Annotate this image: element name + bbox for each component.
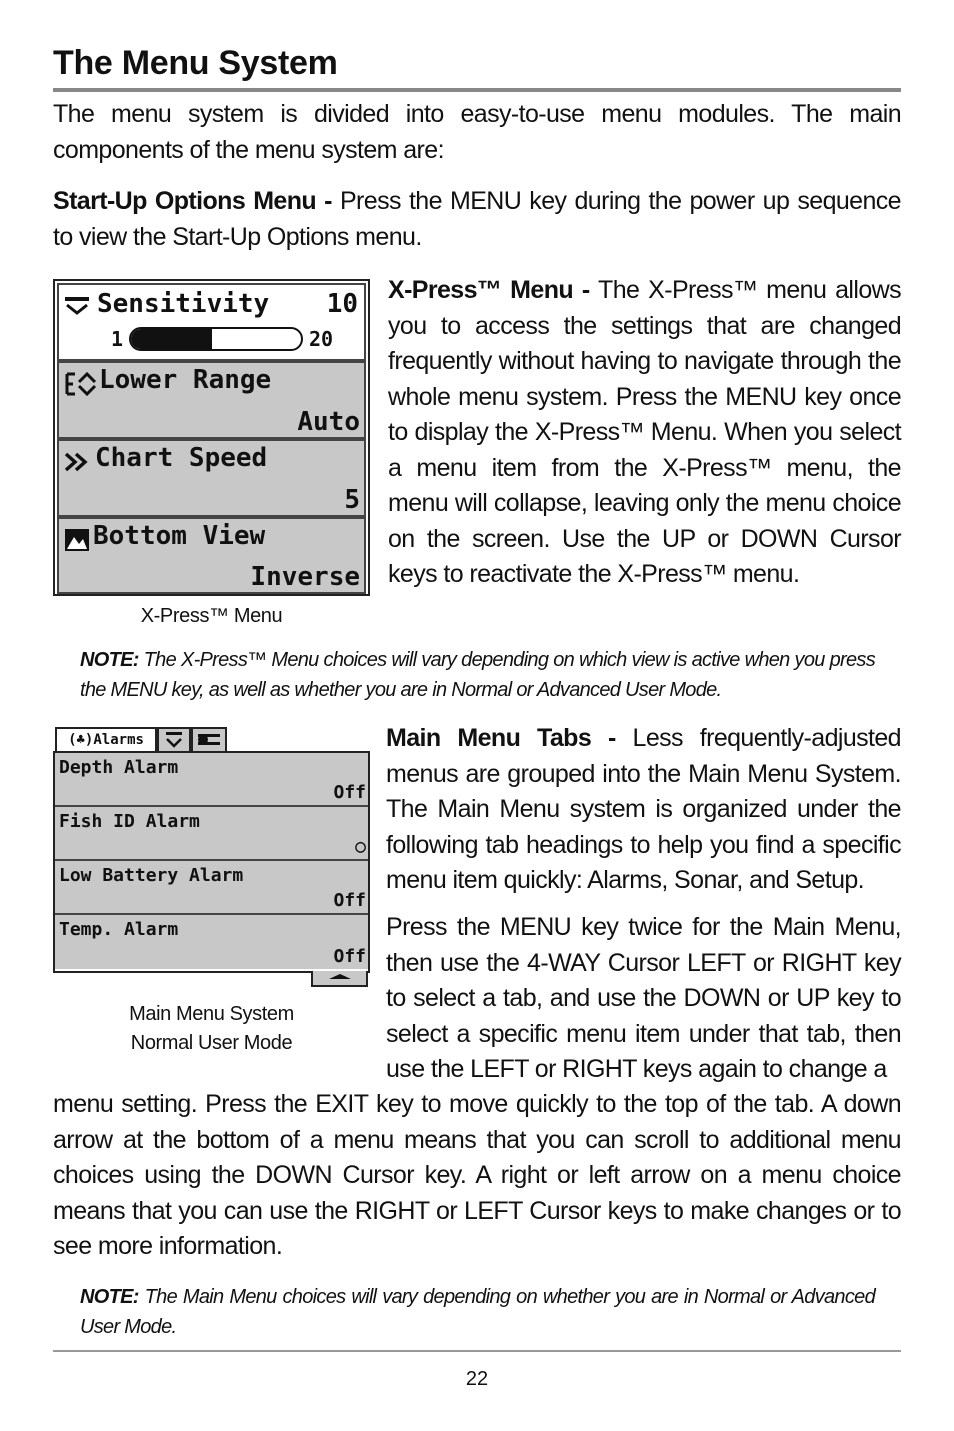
main-menu-paragraph [386,721,901,899]
note-main-menu [80,1282,875,1342]
sensitivity-slider-fill [131,329,212,349]
xpress-text: The X-Press™ menu allows you to access the settings that are changed frequently without having to navigate through the whole menu system. Press the MENU key once to display the X-Press™ Menu. When you select a menu item from the X-Press™ menu, the menu will collapse, leaving only the menu choice on the screen. Use the UP or DOWN Cursor keys to reactivate the X-Press™ menu. [388,276,901,588]
sensitivity-max: 20 [309,327,334,351]
press-paragraph-column: Press the MENU key twice for the Main Menu, then use the 4-WAY Cursor LEFT or RIGHT key to select a tab, and use the DOWN or UP key to select a specific menu item under that tab, then use the LEFT or RIGHT keys again to change a [386,913,901,1083]
menu-row-fish-id-alarm[interactable] [55,807,368,861]
startup-paragraph [53,184,901,255]
lower-range-value: Auto [297,407,360,437]
bottom-view-label: Bottom View [93,521,266,551]
startup-heading: Start-Up Options Menu - [53,187,332,215]
xpress-heading: X-Press™ Menu - [388,276,590,304]
tab-sonar[interactable] [157,727,191,751]
note-main-menu-label: NOTE: [80,1286,139,1308]
chart-speed-label: Chart Speed [95,443,268,473]
setup-wrench-icon [196,731,222,749]
xpress-paragraph [388,273,901,593]
bottom-view-icon [63,527,91,553]
scroll-arrow-icon [325,971,355,981]
fish-id-alarm-value: ○ [355,836,366,857]
main-menu-list [53,751,370,973]
footer-rule [53,1350,901,1352]
fish-id-alarm-label: Fish ID Alarm [59,811,200,832]
page-title: The Menu System [53,44,338,82]
main-menu-text: Less frequently-adjusted menus are grouped into the Main Menu System. The Main Menu system is organized under the following tab headings to help you find a specific menu item quickly: Alarms, Sonar, and Setup. [386,724,901,894]
sonar-icon [164,731,184,749]
tab-alarms-label: Alarms [93,732,144,748]
main-menu-caption-line1: Main Menu System [129,1003,294,1025]
xpress-caption: X-Press™ Menu [140,605,283,627]
temp-alarm-value: Off [333,946,366,967]
chart-speed-value: 5 [344,485,360,515]
lower-range-label: Lower Range [99,365,272,395]
scroll-down-indicator[interactable] [311,971,368,987]
note-xpress [80,645,875,705]
chart-speed-icon [63,451,93,473]
main-menu-screen [53,727,370,989]
xpress-sensitivity-row [57,283,366,361]
sensitivity-label: Sensitivity [97,289,270,319]
depth-alarm-label: Depth Alarm [59,757,179,778]
menu-row-depth-alarm[interactable] [55,753,368,807]
main-menu-caption [53,1000,370,1058]
alarm-bell-icon: (♣) [68,732,94,748]
xpress-menu-screen [53,279,370,596]
intro-paragraph: The menu system is divided into easy-to-use menu modules. The main components of the menu system are: [53,100,901,164]
bottom-view-value: Inverse [250,562,360,592]
menu-row-low-battery-alarm[interactable] [55,861,368,915]
range-arrows-icon [63,371,97,397]
depth-alarm-value: Off [333,782,366,803]
sensitivity-icon [63,295,93,317]
tab-setup[interactable] [191,727,227,751]
xpress-row-chart-speed[interactable] [57,439,366,517]
startup-text: Press the MENU key during the power up sequence to view the Start-Up Options menu. [53,187,901,251]
title-rule [53,88,901,92]
low-battery-alarm-label: Low Battery Alarm [59,865,244,886]
tab-alarms[interactable] [55,727,157,751]
xpress-row-bottom-view[interactable] [57,517,366,594]
sensitivity-value: 10 [326,289,358,319]
page-number: 22 [465,1368,489,1390]
xpress-row-lower-range[interactable] [57,361,366,439]
press-paragraph-full: menu setting. Press the EXIT key to move quickly to the top of the tab. A down arrow at the bottom of a menu means that you can scroll to additional menu choices using the DOWN Cursor key. A right or left arrow on a menu choice means that you can use the RIGHT or LEFT Cursor keys to make changes or to see more information. [53,1090,901,1260]
main-menu-caption-line2: Normal User Mode [130,1032,293,1054]
sensitivity-slider[interactable] [129,327,303,351]
temp-alarm-label: Temp. Alarm [59,919,179,940]
main-menu-heading: Main Menu Tabs - [386,724,616,752]
note-xpress-text: The X-Press™ Menu choices will vary depending on which view is active when you press the MENU key, as well as whether you are in Normal or Advanced User Mode. [80,649,875,701]
menu-row-temp-alarm[interactable] [55,915,368,969]
note-xpress-label: NOTE: [80,649,139,671]
low-battery-alarm-value: Off [333,890,366,911]
sensitivity-min: 1 [111,327,124,351]
note-main-menu-text: The Main Menu choices will vary depending on whether you are in Normal or Advanced User Mode. [80,1286,875,1338]
